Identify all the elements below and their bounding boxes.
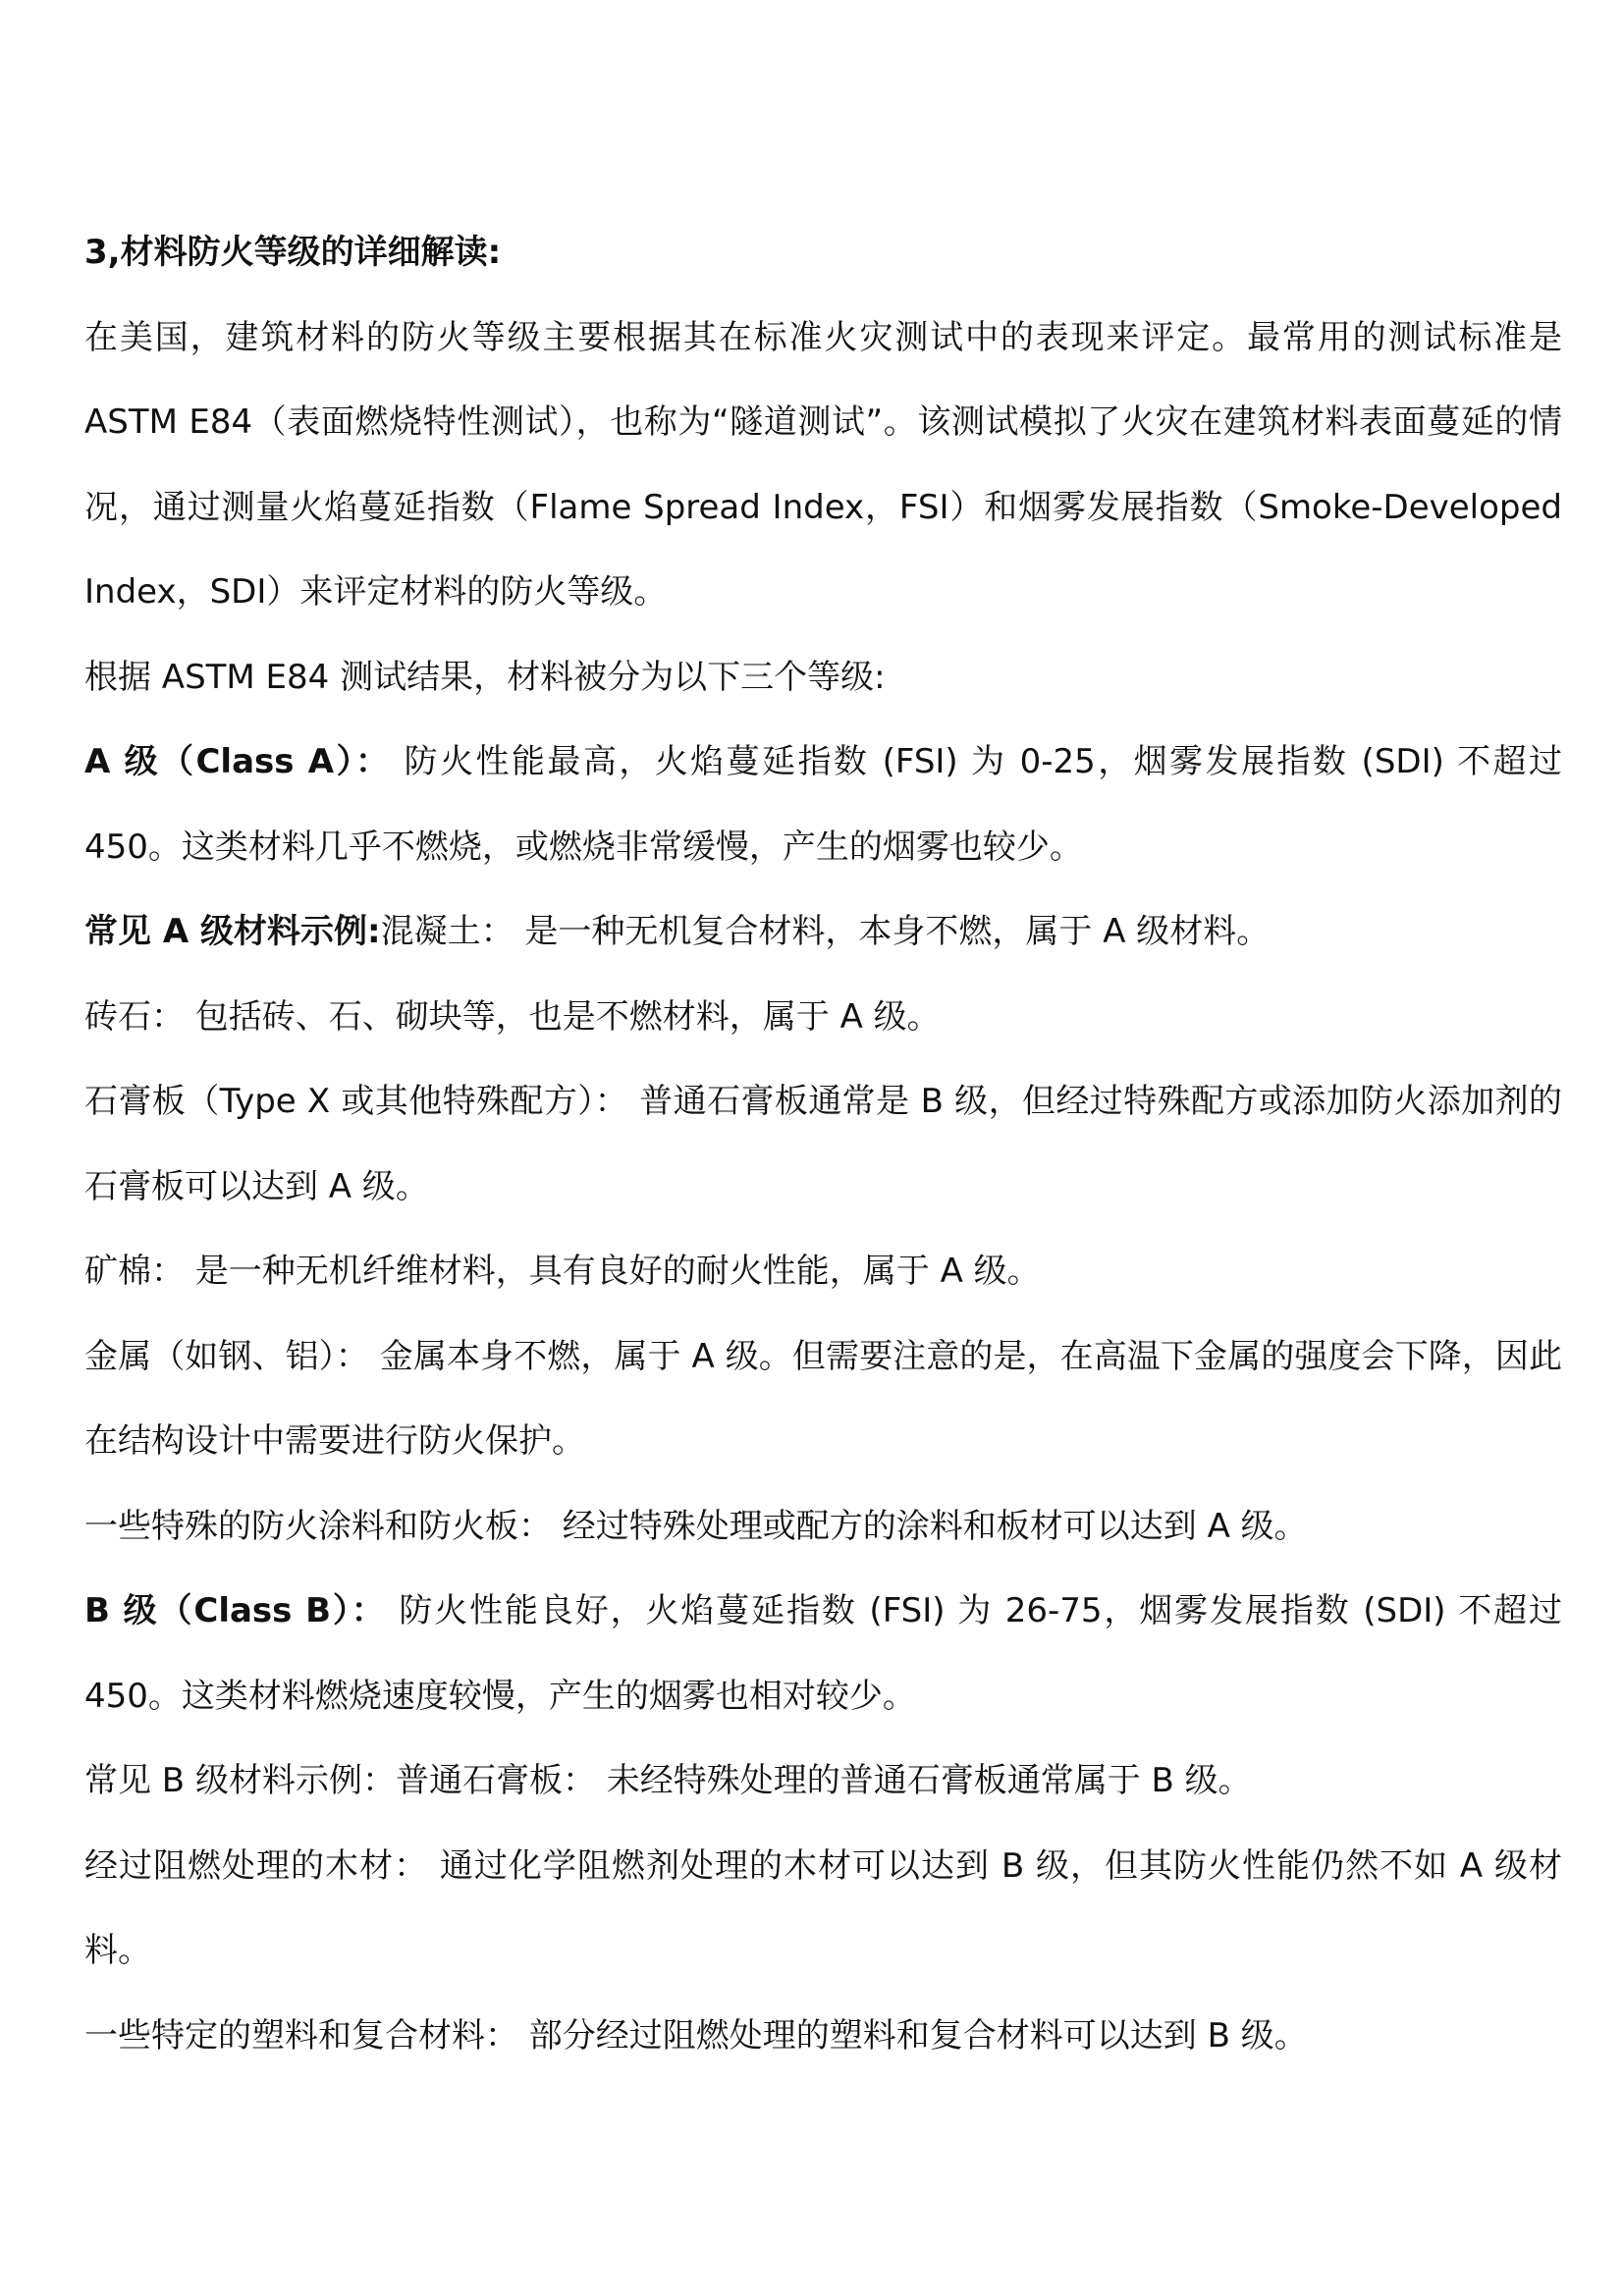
- class-b-example-plastics: 一些特定的塑料和复合材料： 部分经过阻燃处理的塑料和复合材料可以达到 B 级。: [84, 2015, 1308, 2056]
- section-heading: 3,材料防火等级的详细解读:: [84, 233, 502, 272]
- class-a-example-coatings: 一些特殊的防火涂料和防火板： 经过特殊处理或配方的涂料和板材可以达到 A 级。: [84, 1506, 1308, 1546]
- class-a-example-mineral-wool: 矿棉： 是一种无机纤维材料，具有良好的耐火性能，属于 A 级。: [84, 1252, 1041, 1291]
- class-a-examples-intro: [84, 889, 1562, 975]
- class-b-example-treated-wood: 经过阻燃处理的木材： 通过化学阻燃剂处理的木材可以达到 B 级，但其防火性能仍然不如 A 级材料。: [84, 1845, 1562, 1970]
- class-a-example-gypsum: 石膏板（Type X 或其他特殊配方）： 普通石膏板通常是 B 级，但经过特殊配方或添加防火添加剂的石膏板可以达到 A 级。: [84, 1082, 1562, 1206]
- classification-intro: 根据 ASTM E84 测试结果，材料被分为以下三个等级:: [84, 657, 886, 697]
- document-body: [84, 210, 1562, 2078]
- class-b-text: 防火性能良好，火焰蔓延指数 (FSI) 为 26-75，烟雾发展指数 (SDI) 不超过 450。这类材料燃烧速度较慢，产生的烟雾也相对较少。: [84, 1591, 1563, 1716]
- class-a-examples-label: 常见 A 级材料示例:: [84, 912, 381, 951]
- class-a-label: A 级（Class A）：: [84, 742, 392, 781]
- class-b-example-gypsum: 常见 B 级材料示例：普通石膏板： 未经特殊处理的普通石膏板通常属于 B 级。: [84, 1761, 1252, 1800]
- intro-paragraph: 在美国，建筑材料的防火等级主要根据其在标准火灾测试中的表现来评定。最常用的测试标准是 ASTM E84（表面燃烧特性测试），也称为“隧道测试”。该测试模拟了火灾在建筑材料表面蔓延的情况，通过测量火焰蔓延指数（Flame Spread Index，FSI）和烟雾发展指数（Smoke-Developed Index，SDI）来评定材料的防火等级。: [84, 317, 1562, 612]
- class-b-paragraph: [84, 1569, 1562, 1738]
- class-a-example-concrete: 混凝土： 是一种无机复合材料，本身不燃，属于 A 级材料。: [380, 912, 1271, 951]
- class-a-text: 防火性能最高，火焰蔓延指数 (FSI) 为 0-25，烟雾发展指数 (SDI) 不超过 450。这类材料几乎不燃烧，或燃烧非常缓慢，产生的烟雾也较少。: [84, 742, 1562, 867]
- class-a-example-masonry: 砖石： 包括砖、石、砌块等，也是不燃材料，属于 A 级。: [84, 996, 941, 1037]
- class-a-example-metal: 金属（如钢、铝）： 金属本身不燃，属于 A 级。但需要注意的是，在高温下金属的强度会下降，因此在结构设计中需要进行防火保护。: [84, 1336, 1562, 1461]
- class-b-label: B 级（Class B）：: [84, 1591, 387, 1630]
- class-a-paragraph: [84, 720, 1562, 889]
